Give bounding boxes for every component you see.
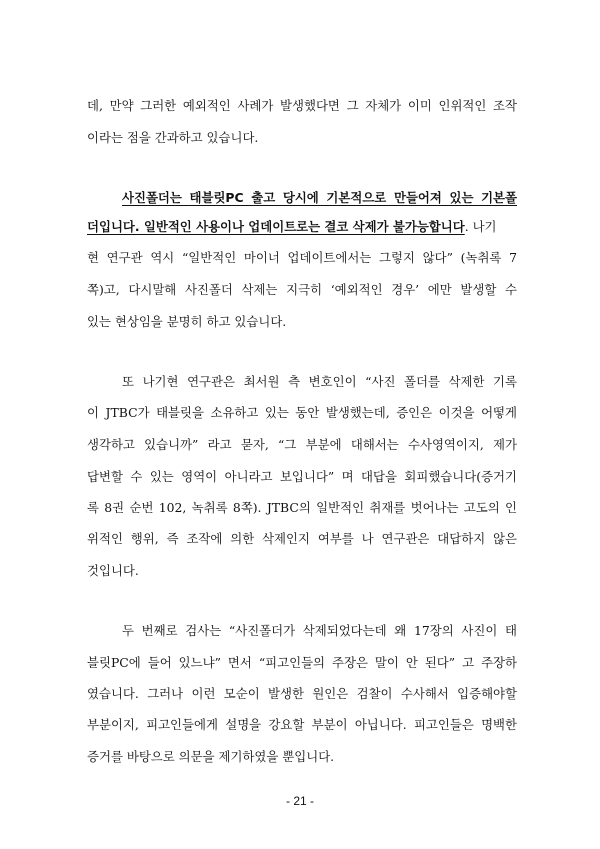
paragraph-3-line-5: 록 8권 순번 102, 녹취록 8쪽). JTBC의 일반적인 취재를 벗어나는 고도의 인 [87,500,517,515]
paragraph-1-line-2: 이라는 점을 간과하고 있습니다. [87,130,259,145]
paragraph-2-line-5: 있는 현상임을 분명히 하고 있습니다. [87,314,287,329]
emphasis-text: 사진폴더는 태블릿PC 출고 당시에 기본적으로 만들어져 있는 기본폴 [122,190,517,205]
paragraph-4-line-5: 증거를 바탕으로 의문을 제기하였을 뿐입니다. [87,749,335,764]
paragraph-2-line-3: 현 연구관 역시 “일반적인 마이너 업데이트에서는 그렇지 않다” (녹취록 7 [87,250,517,265]
paragraph-3-line-7: 것입니다. [87,563,139,578]
paragraph-2-line-2 [87,219,517,235]
page-number: - 21 - [285,794,314,808]
paragraph-4-line-3: 였습니다. 그러나 이런 모순이 발생한 원인은 검찰이 수사해서 입증해야할 [87,686,517,701]
paragraph-4-line-4: 부분이지, 피고인들에게 설명을 강요할 부분이 아닙니다. 피고인들은 명백한 [87,717,517,732]
emphasis-text: 더입니다. 일반적인 사용이나 업데이트로는 결코 삭제가 불가능합니다 [87,219,465,234]
paragraph-2-line-2-tail: . 나기 [464,219,497,234]
paragraph-4-line-2: 블릿PC에 들어 있느냐” 면서 “피고인들의 주장은 말이 안 된다” 고 주장하 [87,655,517,670]
paragraph-3-line-1: 또 나기현 연구관은 최서원 측 변호인이 “사진 폴더를 삭제한 기록 [122,374,517,389]
paragraph-3-line-2: 이 JTBC가 태블릿을 소유하고 있는 동안 발생했는데, 증인은 이것을 어떻게 [87,405,517,420]
paragraph-2-line-1 [122,190,517,206]
paragraph-3-line-6: 위적인 행위, 즉 조작에 의한 삭제인지 여부를 나 연구관은 대답하지 않은 [87,531,517,546]
paragraph-2-line-4: 쪽)고, 다시말해 사진폴더 삭제는 지극히 ‘예외적인 경우’ 에만 발생할 수 [87,282,517,297]
paragraph-1-line-1: 데, 만약 그러한 예외적인 사례가 발생했다면 그 자체가 이미 인위적인 조작 [87,98,517,113]
paragraph-3-line-4: 답변할 수 있는 영역이 아니라고 보입니다” 며 대답을 회피했습니다(증거기 [87,469,517,484]
paragraph-3-line-3: 생각하고 있습니까” 라고 묻자, “그 부분에 대해서는 수사영역이지, 제가 [87,437,517,452]
paragraph-4-line-1: 두 번째로 검사는 “사진폴더가 삭제되었다는데 왜 17장의 사진이 태 [122,623,517,638]
